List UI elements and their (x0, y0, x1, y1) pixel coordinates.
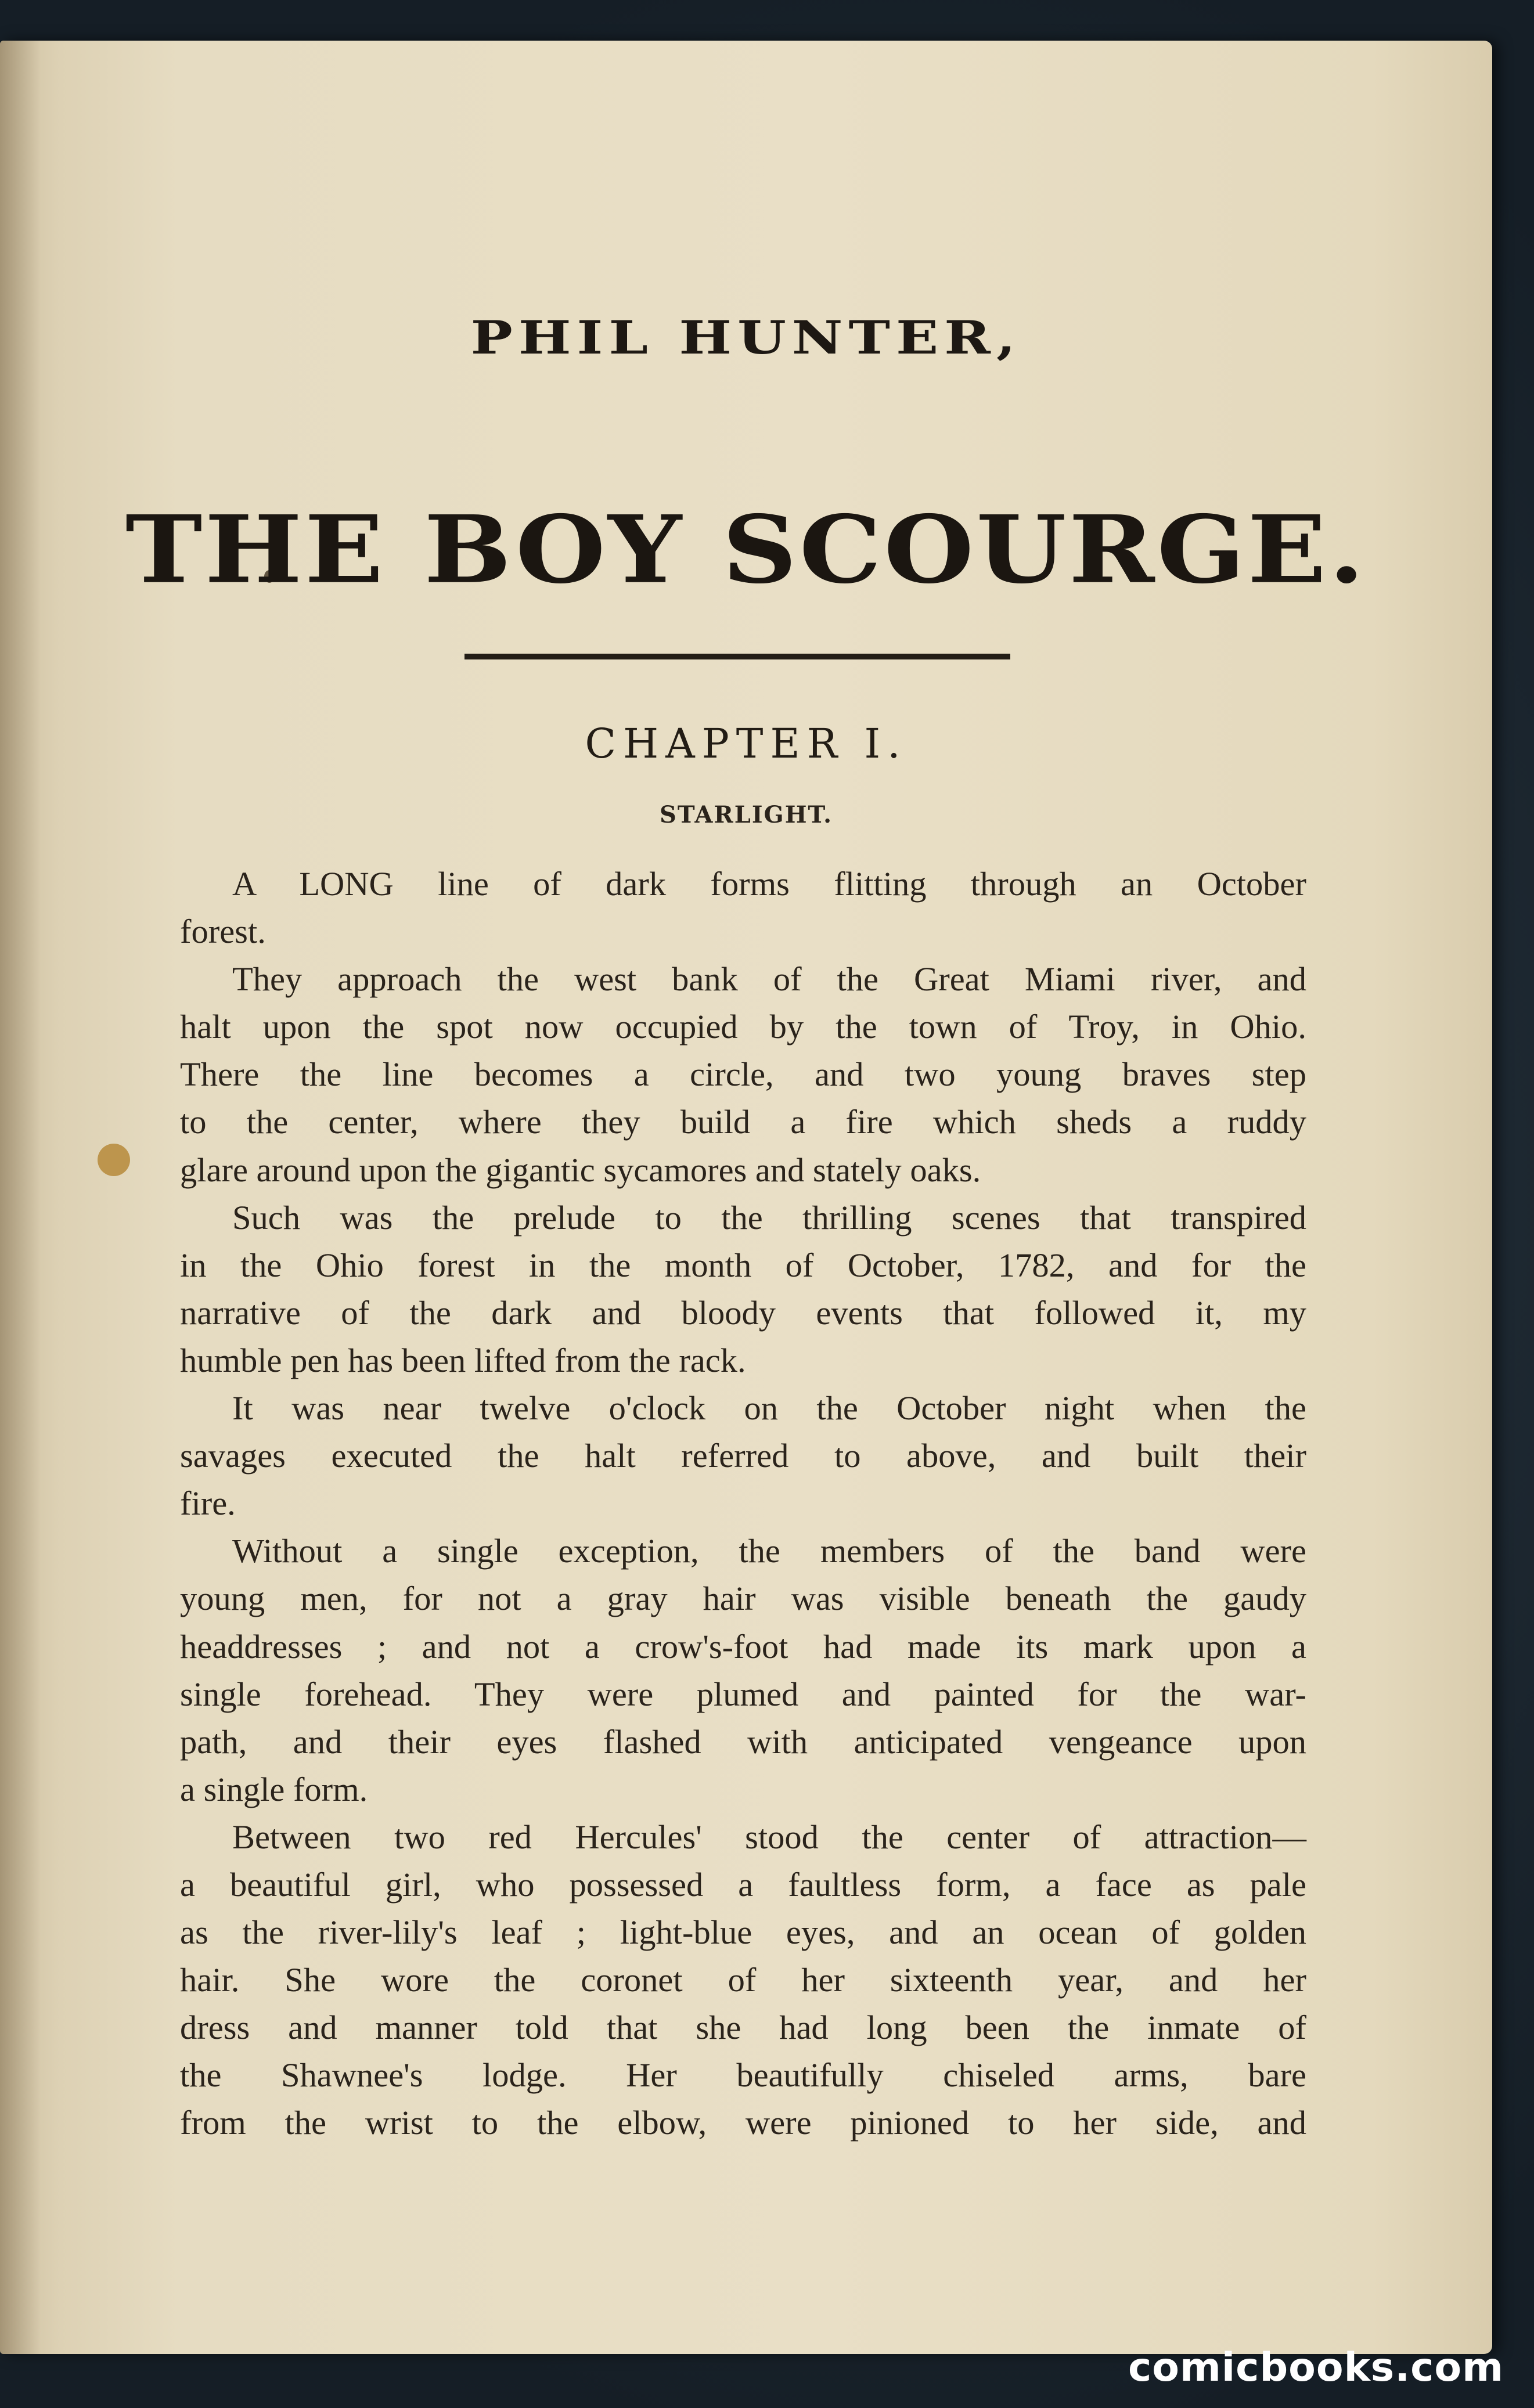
text-line: as the river-lily's leaf ; light-blue eyes, and an ocean of golden (180, 1913, 1306, 1952)
text-line: hair. She wore the coronet of her sixteenth year, and her (180, 1961, 1306, 1999)
text-line: fire. (180, 1484, 236, 1523)
text-line: path, and their eyes flashed with anticipated vengeance upon (180, 1722, 1306, 1761)
text-line: a single form. (180, 1770, 368, 1808)
text-line: Without a single exception, the members of the band were (232, 1532, 1306, 1570)
text-line: forest. (180, 913, 266, 951)
page-gutter-shadow (0, 41, 41, 2354)
text-line: They approach the west bank of the Great Miami river, and (232, 960, 1306, 998)
text-line: humble pen has been lifted from the rack. (180, 1341, 746, 1379)
text-line: Between two red Hercules' stood the center of attraction— (232, 1818, 1306, 1856)
chapter-text (180, 860, 1306, 2147)
text-line: a beautiful girl, who possessed a faultless form, a face as pale (180, 1865, 1306, 1904)
text-line: A LONG line of dark forms flitting through an October (232, 865, 1306, 903)
text-line: to the center, where they build a fire which sheds a ruddy (180, 1103, 1306, 1141)
watermark: comicbooks.com (1128, 2345, 1504, 2391)
text-line: There the line becomes a circle, and two young braves step (180, 1055, 1306, 1094)
chapter-heading: CHAPTER I. (585, 720, 908, 767)
text-line: headdresses ; and not a crow's-foot had made its mark upon a (180, 1627, 1306, 1666)
foxing-spot (98, 1144, 130, 1176)
series-title: PHIL HUNTER, (470, 311, 1022, 365)
title-rule (464, 654, 1010, 659)
text-line: Such was the prelude to the thrilling scenes that transpired (232, 1198, 1306, 1237)
text-line: young men, for not a gray hair was visible beneath the gaudy (180, 1580, 1306, 1618)
text-line: single forehead. They were plumed and painted for the war- (180, 1675, 1306, 1713)
text-line: narrative of the dark and bloody events that followed it, my (180, 1293, 1306, 1332)
text-line: the Shawnee's lodge. Her beautifully chiseled arms, bare (180, 2056, 1306, 2095)
text-line: glare around upon the gigantic sycamores and stately oaks. (180, 1151, 981, 1189)
text-line: from the wrist to the elbow, were pinioned to her side, and (180, 2104, 1306, 2142)
text-line: in the Ohio forest in the month of October, 1782, and for the (180, 1246, 1306, 1284)
main-title: THE BOY SCOURGE. (125, 495, 1367, 604)
chapter-subtitle: STARLIGHT. (659, 801, 833, 828)
text-line: halt upon the spot now occupied by the town of Troy, in Ohio. (180, 1008, 1306, 1046)
text-line: dress and manner told that she had long been the inmate of (180, 2009, 1306, 2047)
text-line: savages executed the halt referred to above, and built their (180, 1437, 1306, 1475)
text-line: It was near twelve o'clock on the October night when the (232, 1389, 1306, 1428)
book-page (0, 41, 1492, 2354)
